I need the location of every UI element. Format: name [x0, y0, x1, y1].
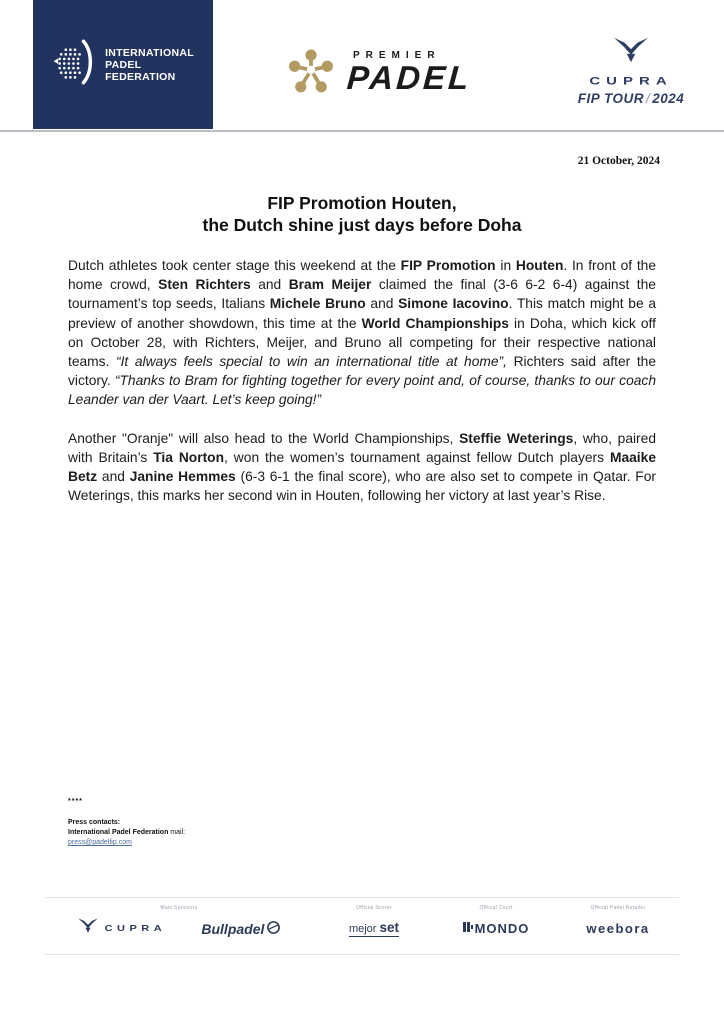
page-title [0, 192, 724, 236]
ipf-logo-text [105, 47, 194, 83]
document-date: 21 October, 2024 [577, 155, 660, 167]
cupra-footer-wordmark: CUPRA [104, 924, 167, 933]
cupra-footer-emblem-icon [77, 917, 99, 940]
premier-padel-logo [283, 42, 471, 103]
page-title-line-1: FIP Promotion Houten, [267, 193, 457, 213]
ipf-logo-icon [52, 32, 98, 97]
sponsor-group-official [313, 898, 679, 954]
sponsor-column-weebora [557, 898, 679, 954]
mondo-logo [463, 921, 530, 936]
premier-wordmark-bottom: PADEL [345, 59, 473, 96]
cupra-wordmark: CUPRA [589, 75, 673, 88]
bullpadel-wordmark: Bullpadel [201, 920, 265, 937]
sponsor-label-weebora: Official Padel Retailer [590, 905, 646, 911]
sponsor-strip [45, 897, 679, 955]
press-contacts-block [68, 797, 185, 848]
ipf-line-2: PADEL [105, 58, 142, 71]
sponsor-group-main [45, 898, 313, 954]
premier-wordmark-top: PREMIER [353, 50, 441, 61]
sponsor-label-main: Main Sponsors [160, 905, 198, 911]
page-title-line-2: the Dutch shine just days before Doha [202, 215, 522, 235]
fip-tour-label: FIP TOUR [577, 91, 644, 106]
mejorset-word-set: set [379, 920, 400, 935]
press-contacts-org-name: International Padel Federation [68, 829, 169, 836]
ipf-line-3: FEDERATION [105, 70, 176, 83]
press-contacts-org [68, 828, 185, 838]
mondo-mark-icon [463, 921, 473, 936]
sponsor-column-mondo [435, 898, 557, 954]
header-divider [0, 130, 724, 132]
bullpadel-logo [201, 920, 281, 938]
sponsor-label-mondo: Official Court [479, 905, 513, 911]
article-paragraph-1: Dutch athletes took center stage this weekend at the FIP Promotion in Houten. In front of the home crowd, Sten Richters and Bram Meijer claimed the final (3-6 6-2 6-4) against the tournament’s top seeds, Italians Michele Bruno and Simone Iacovino. This match might be a preview of another showdown, this time at the World Championships in Doha, which kick off on October 28, with Richters, Meijer, and Bruno all competing for their respective national teams. “It always feels special to win an international title at home”, Richters said after the victory. “Thanks to Bram for fighting together for every point and, of course, thanks to our coach Leander van der Vaart. Let’s keep going!” [68, 258, 657, 408]
cupra-footer-logo [77, 917, 167, 940]
premier-flower-icon [283, 42, 339, 103]
press-contacts-org-suffix: mail: [168, 829, 186, 836]
article-paragraph-2: Another "Oranje" will also head to the World Championships, Steffie Weterings, who, paired with Britain’s Tia Norton, won the women’s tournament against fellow Dutch players Maaike Betz and Janine Hemmes (6-3 6-1 the final score), who are also set to compete in Qatar. For Weterings, this marks her second win in Houten, following her victory at last year’s Rise. [68, 430, 656, 504]
cupra-fip-tour-logo [566, 36, 696, 106]
article-body [68, 256, 656, 505]
sponsor-column-mejorset [313, 898, 435, 954]
mejorset-logo [349, 920, 399, 937]
footnote-stars: **** [68, 798, 83, 805]
press-contacts-heading: Press contacts: [68, 819, 121, 826]
mejorset-word-mejor: mejor [348, 923, 377, 935]
ipf-line-1: INTERNATIONAL [105, 46, 194, 59]
press-contacts-email-link[interactable]: press@padelfip.com [68, 839, 132, 846]
fip-tour-year [566, 91, 696, 106]
sponsor-label-mejorset: Official Scorer [356, 905, 392, 911]
tour-year-value: 2024 [652, 91, 685, 106]
weebora-logo: weebora [586, 921, 650, 936]
mondo-wordmark: MONDO [474, 921, 530, 936]
tour-year-divider: / [645, 91, 651, 106]
cupra-emblem-icon [612, 53, 650, 70]
bullpadel-ball-icon [266, 920, 281, 938]
ipf-logo-box [33, 0, 213, 129]
